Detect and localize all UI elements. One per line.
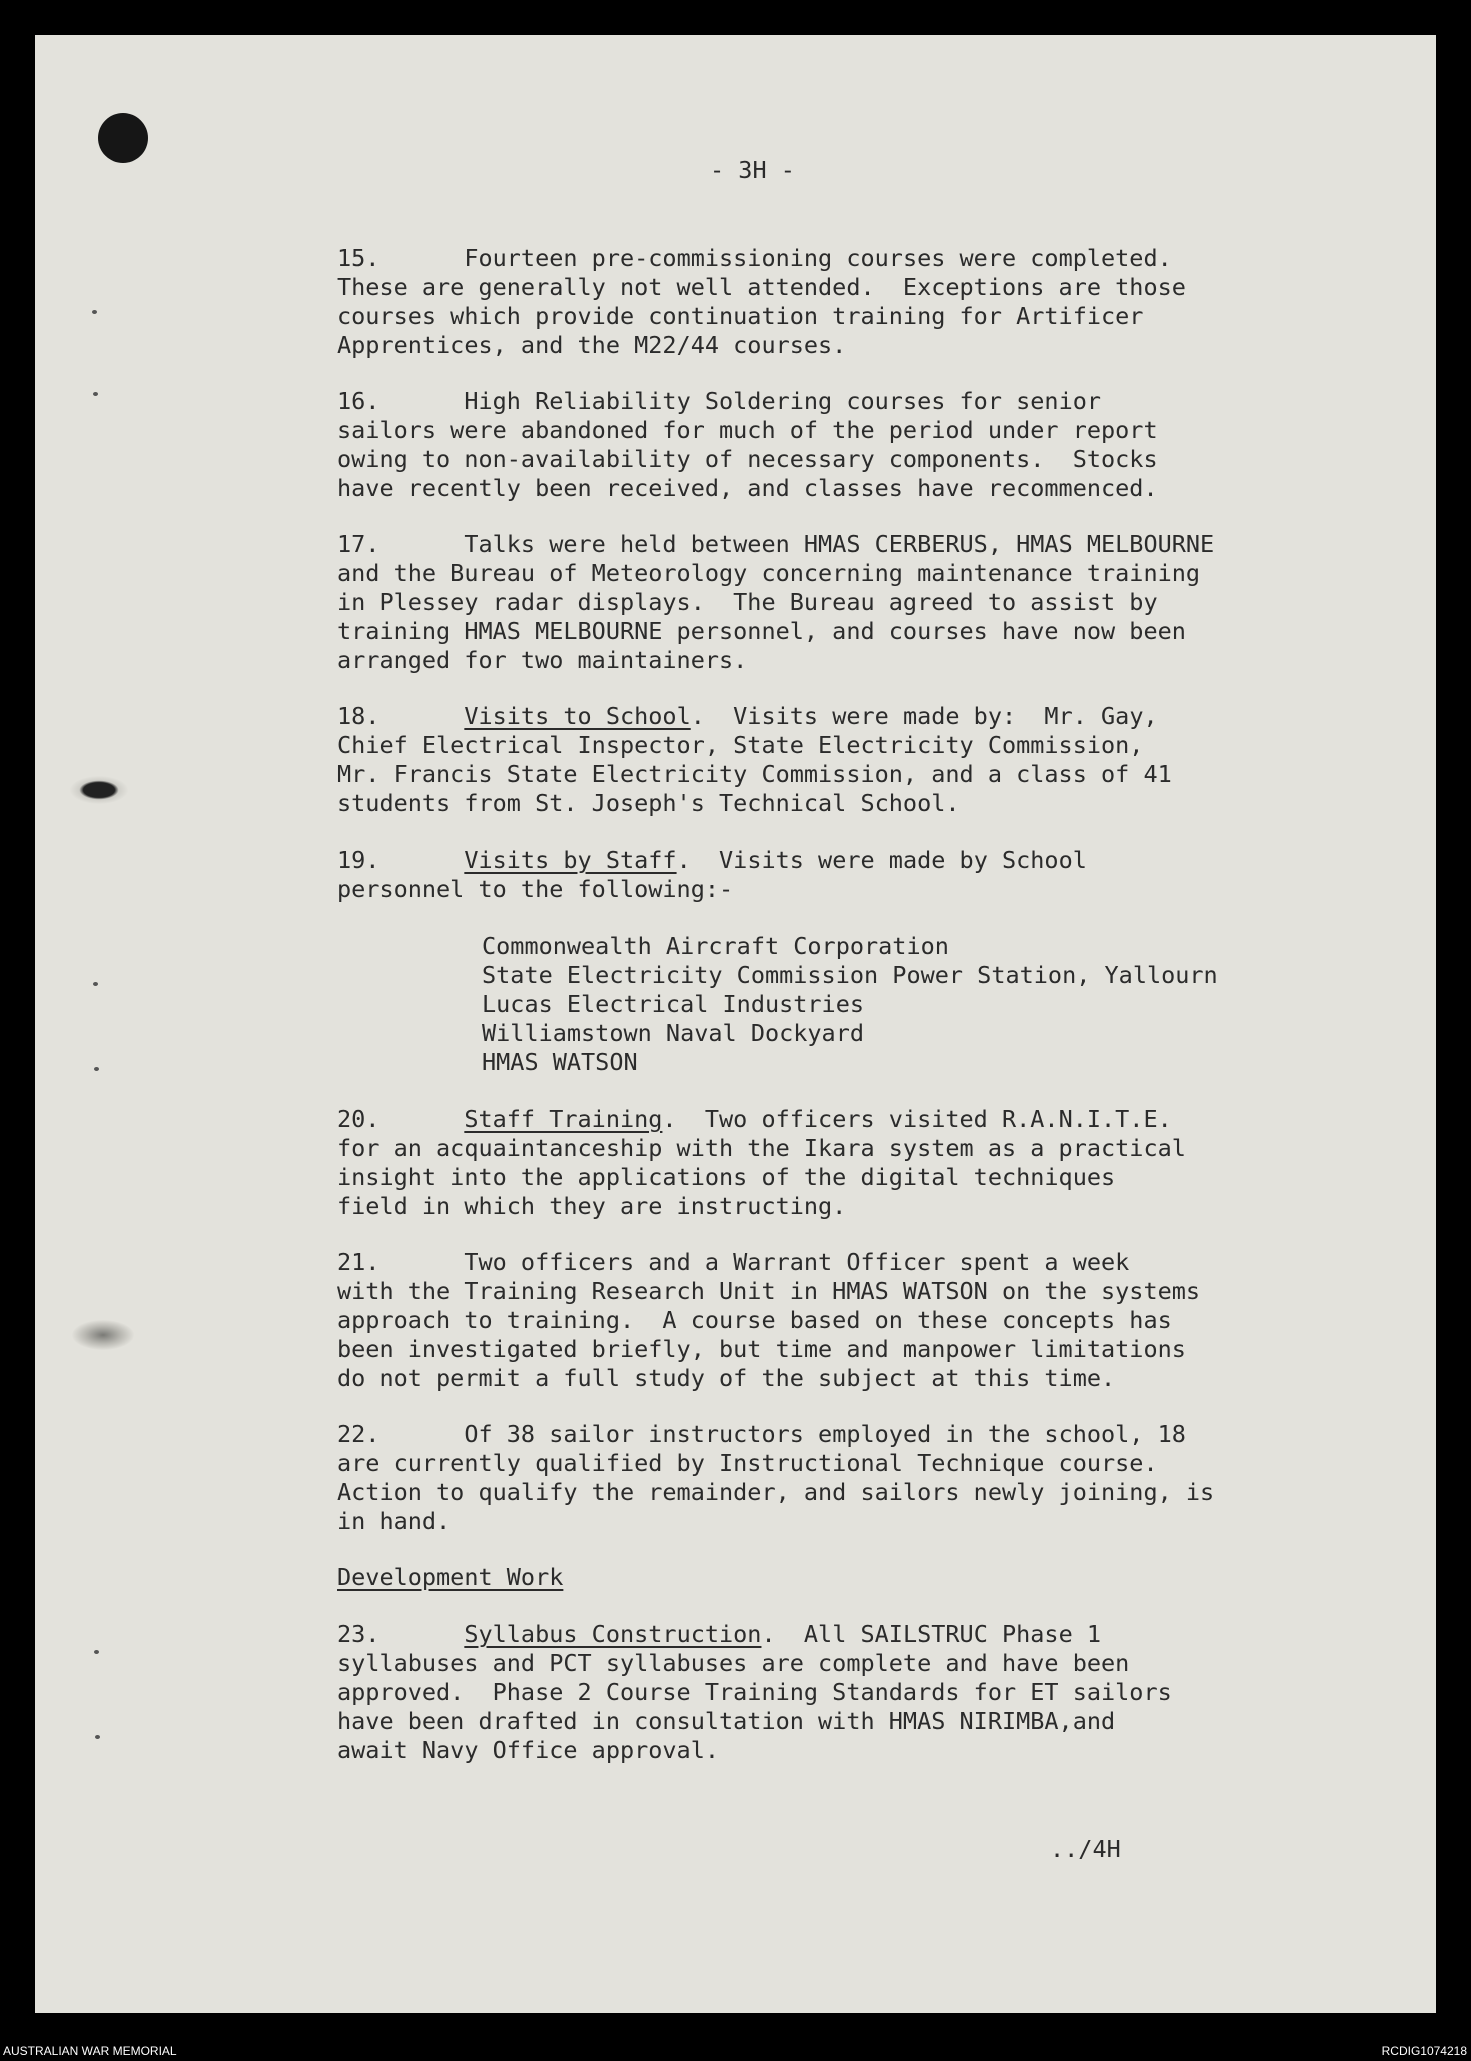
paragraph-line: . Visits were made by School	[676, 846, 1087, 874]
paragraph-number: 16.	[337, 387, 380, 415]
list-item: Williamstown Naval Dockyard	[482, 1019, 865, 1047]
paragraph-line: have recently been received, and classes have recommenced.	[337, 474, 1158, 502]
paragraph-line: Two officers and a Warrant Officer spent a week	[464, 1248, 1130, 1276]
paragraph-16	[337, 387, 1158, 503]
paragraph-number: 21.	[337, 1248, 380, 1276]
paragraph-number: 22.	[337, 1420, 380, 1448]
paragraph-heading: Staff Training	[464, 1105, 663, 1133]
list-item: State Electricity Commission Power Station, Yallourn	[482, 961, 1218, 989]
paragraph-line: Of 38 sailor instructors employed in the school, 18	[464, 1420, 1186, 1448]
paragraph-line: Fourteen pre-commissioning courses were completed.	[464, 244, 1172, 272]
paragraph-heading: Visits by Staff	[464, 846, 677, 874]
paragraph-line: owing to non-availability of necessary components. Stocks	[337, 445, 1158, 473]
paragraph-number: 18.	[337, 702, 380, 730]
paper-speck	[94, 1650, 99, 1654]
paragraph-number: 19.	[337, 846, 380, 874]
paragraph-19	[337, 846, 1087, 904]
paragraph-23	[337, 1620, 1172, 1765]
paragraph-line: . Two officers visited R.A.N.I.T.E.	[662, 1105, 1172, 1133]
paragraph-number: 23.	[337, 1620, 380, 1648]
paragraph-line: courses which provide continuation training for Artificer	[337, 302, 1144, 330]
list-item: Lucas Electrical Industries	[482, 990, 865, 1018]
paragraph-line: students from St. Joseph's Technical School.	[337, 789, 960, 817]
paragraph-line: . All SAILSTRUC Phase 1	[761, 1620, 1102, 1648]
paragraph-line: High Reliability Soldering courses for senior	[464, 387, 1102, 415]
paragraph-20	[337, 1105, 1186, 1221]
list-item: Commonwealth Aircraft Corporation	[482, 932, 949, 960]
page-number: - 3H -	[710, 156, 795, 184]
archive-credit: AUSTRALIAN WAR MEMORIAL	[3, 2044, 177, 2058]
paragraph-15	[337, 244, 1186, 360]
paragraph-line: do not permit a full study of the subject at this time.	[337, 1364, 1116, 1392]
paragraph-line: and the Bureau of Meteorology concerning maintenance training	[337, 559, 1201, 587]
paragraph-line: have been drafted in consultation with HMAS NIRIMBA,and	[337, 1707, 1116, 1735]
paragraph-number: 17.	[337, 530, 380, 558]
torn-punch-hole	[70, 776, 128, 804]
paragraph-line: Chief Electrical Inspector, State Electricity Commission,	[337, 731, 1144, 759]
paragraph-line: approved. Phase 2 Course Training Standards for ET sailors	[337, 1678, 1172, 1706]
paragraph-line: for an acquaintanceship with the Ikara system as a practical	[337, 1134, 1186, 1162]
section-heading: Development Work	[337, 1563, 564, 1591]
paper-speck	[93, 392, 98, 396]
paragraph-line: field in which they are instructing.	[337, 1192, 847, 1220]
paragraph-heading: Syllabus Construction	[464, 1620, 762, 1648]
paper-speck	[94, 1067, 99, 1071]
paper-speck	[93, 982, 98, 986]
paragraph-line: been investigated briefly, but time and manpower limitations	[337, 1335, 1186, 1363]
list-item: HMAS WATSON	[482, 1048, 638, 1076]
paragraph-18	[337, 702, 1172, 818]
paragraph-line: . Visits were made by: Mr. Gay,	[690, 702, 1158, 730]
archive-reference: RCDIG1074218	[1381, 2044, 1467, 2058]
paragraph-line: await Navy Office approval.	[337, 1736, 720, 1764]
paragraph-22	[337, 1420, 1214, 1536]
paragraph-number: 15.	[337, 244, 380, 272]
paragraph-line: Mr. Francis State Electricity Commission, and a class of 41	[337, 760, 1172, 788]
paragraph-21	[337, 1248, 1200, 1393]
paper-speck	[95, 1735, 100, 1739]
visit-list	[482, 932, 1218, 1077]
paragraph-line: arranged for two maintainers.	[337, 646, 748, 674]
paragraph-line: are currently qualified by Instructional Technique course.	[337, 1449, 1158, 1477]
paragraph-line: These are generally not well attended. Exceptions are those	[337, 273, 1186, 301]
paragraph-heading: Visits to School	[464, 702, 691, 730]
paragraph-17	[337, 530, 1214, 675]
paragraph-line: Talks were held between HMAS CERBERUS, HMAS MELBOURNE	[464, 530, 1215, 558]
paragraph-line: personnel to the following:-	[337, 875, 734, 903]
paragraph-line: Apprentices, and the M22/44 courses.	[337, 331, 847, 359]
paragraph-line: Action to qualify the remainder, and sailors newly joining, is	[337, 1478, 1215, 1506]
punch-hole	[98, 113, 148, 163]
paragraph-line: with the Training Research Unit in HMAS WATSON on the systems	[337, 1277, 1201, 1305]
continuation-marker: ../4H	[1050, 1835, 1121, 1863]
paragraph-line: sailors were abandoned for much of the period under report	[337, 416, 1158, 444]
paragraph-line: in hand.	[337, 1507, 451, 1535]
paragraph-line: syllabuses and PCT syllabuses are complete and have been	[337, 1649, 1130, 1677]
torn-punch-hole	[72, 1320, 134, 1350]
paragraph-number: 20.	[337, 1105, 380, 1133]
paragraph-line: approach to training. A course based on these concepts has	[337, 1306, 1172, 1334]
paragraph-line: in Plessey radar displays. The Bureau agreed to assist by	[337, 588, 1158, 616]
paragraph-line: insight into the applications of the digital techniques	[337, 1163, 1116, 1191]
paragraph-line: training HMAS MELBOURNE personnel, and courses have now been	[337, 617, 1186, 645]
paper-speck	[92, 310, 97, 314]
